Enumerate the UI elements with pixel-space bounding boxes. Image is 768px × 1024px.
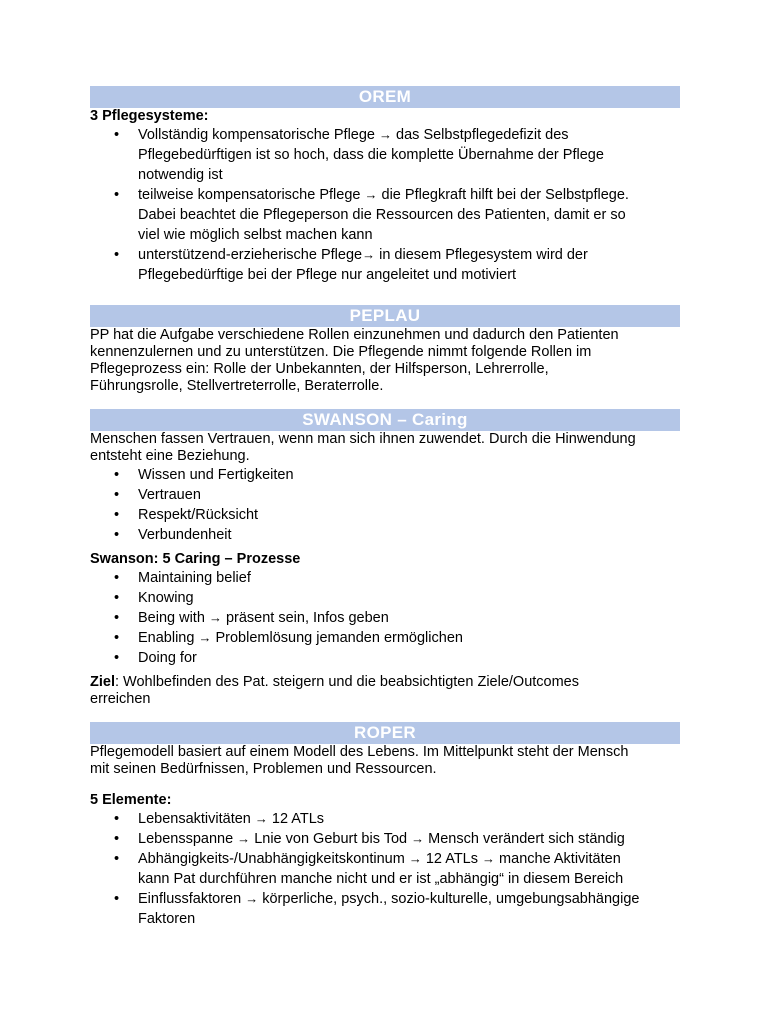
bullet: • — [114, 507, 120, 523]
arrow-icon: → — [362, 247, 376, 262]
bullet: • — [114, 590, 120, 606]
bullet: • — [114, 487, 120, 503]
bullet: • — [114, 891, 120, 907]
list-item: • Lebensaktivitäten → 12 ATLs — [114, 811, 325, 827]
peplau-text: PP hat die Aufgabe verschiedene Rollen einzunehmen und dadurch den Patienten kennenzulernen und zu unterstützen. Die Pflegende nimmt folgende Rollen im Pflegeprozess ein: Rolle der Unbekannten, der Hilfsperson, Lehrerrolle, Führungsrolle, Stellvertreterrolle, Beraterrolle. — [90, 327, 619, 394]
swanson-goal: Ziel: Wohlbefinden des Pat. steigern und die beabsichtigten Ziele/Outcomes erreichen — [90, 674, 579, 707]
list-item: • Being with → präsent sein, Infos geben — [114, 610, 389, 626]
list-item: • Wissen und Fertigkeiten — [114, 467, 294, 483]
roper-intro: Pflegemodell basiert auf einem Modell des Lebens. Im Mittelpunkt steht der Mensch mit seinen Bedürfnissen, Problemen und Ressourcen. — [90, 744, 629, 777]
bullet: • — [114, 831, 120, 847]
list-item: • Enabling → Problemlösung jemanden ermöglichen — [114, 630, 463, 646]
list-item: • Verbundenheit — [114, 527, 232, 543]
document-page — [90, 86, 680, 929]
list-item: • Respekt/Rücksicht — [114, 507, 259, 523]
swanson-list — [90, 465, 680, 545]
roper-elements-list — [90, 809, 680, 929]
bullet: • — [114, 247, 120, 263]
section-header-roper: ROPER — [90, 722, 680, 744]
arrow-icon: → — [198, 630, 212, 645]
list-item: • Vollständig kompensatorische Pflege → das Selbstpflegedefizit des Pflegebedürftigen ist so hoch, dass die komplette Übernahme der Pflege notwendig ist — [114, 127, 604, 183]
bullet: • — [114, 811, 120, 827]
goal-label: Ziel — [90, 674, 115, 690]
bullet: • — [114, 650, 120, 666]
list-item: • Maintaining belief — [114, 570, 251, 586]
section-header-swanson: SWANSON – Caring — [90, 409, 680, 431]
bullet: • — [114, 630, 120, 646]
bullet: • — [114, 187, 120, 203]
list-item: • Einflussfaktoren → körperliche, psych., sozio-kulturelle, umgebungsabhängige Faktoren — [114, 891, 640, 927]
arrow-icon: → — [208, 610, 222, 625]
bullet: • — [114, 527, 120, 543]
list-item: • Doing for — [114, 650, 197, 666]
swanson-process-heading: Swanson: 5 Caring – Prozesse — [90, 551, 301, 567]
list-item: • Knowing — [114, 590, 194, 606]
orem-list — [90, 125, 680, 285]
arrow-icon: → — [411, 831, 425, 846]
arrow-icon: → — [379, 127, 393, 142]
list-item: • Abhängigkeits-/Unabhängigkeitskontinum → 12 ATLs → manche Aktivitäten kann Pat durchführen manche nicht und er ist „abhängig“ in diesem Bereich — [114, 851, 624, 887]
section-header-orem: OREM — [90, 86, 680, 108]
arrow-icon: → — [408, 851, 422, 866]
arrow-icon: → — [482, 851, 496, 866]
arrow-icon: → — [237, 831, 251, 846]
bullet: • — [114, 610, 120, 626]
list-item: • teilweise kompensatorische Pflege → die Pflegkraft hilft bei der Selbstpflege. Dabei beachtet die Pflegeperson die Ressourcen des Patienten, damit er so viel wie möglich selbst machen kann — [114, 187, 629, 243]
section-header-peplau: PEPLAU — [90, 305, 680, 327]
bullet: • — [114, 570, 120, 586]
swanson-process-list — [90, 568, 680, 668]
list-item: • unterstützend-erzieherische Pflege→ in diesem Pflegesystem wird der Pflegebedürftige bei der Pflege nur angeleitet und motiviert — [114, 247, 588, 283]
orem-subtitle: 3 Pflegesysteme: — [90, 108, 209, 124]
list-item: • Lebensspanne → Lnie von Geburt bis Tod → Mensch verändert sich ständig — [114, 831, 625, 847]
arrow-icon: → — [245, 891, 259, 906]
swanson-intro: Menschen fassen Vertrauen, wenn man sich ihnen zuwendet. Durch die Hinwendung entsteht eine Beziehung. — [90, 431, 636, 464]
bullet: • — [114, 467, 120, 483]
arrow-icon: → — [364, 187, 378, 202]
bullet: • — [114, 851, 120, 867]
arrow-icon: → — [254, 811, 268, 826]
list-item: • Vertrauen — [114, 487, 201, 503]
roper-elements-heading: 5 Elemente: — [90, 792, 172, 808]
bullet: • — [114, 127, 120, 143]
